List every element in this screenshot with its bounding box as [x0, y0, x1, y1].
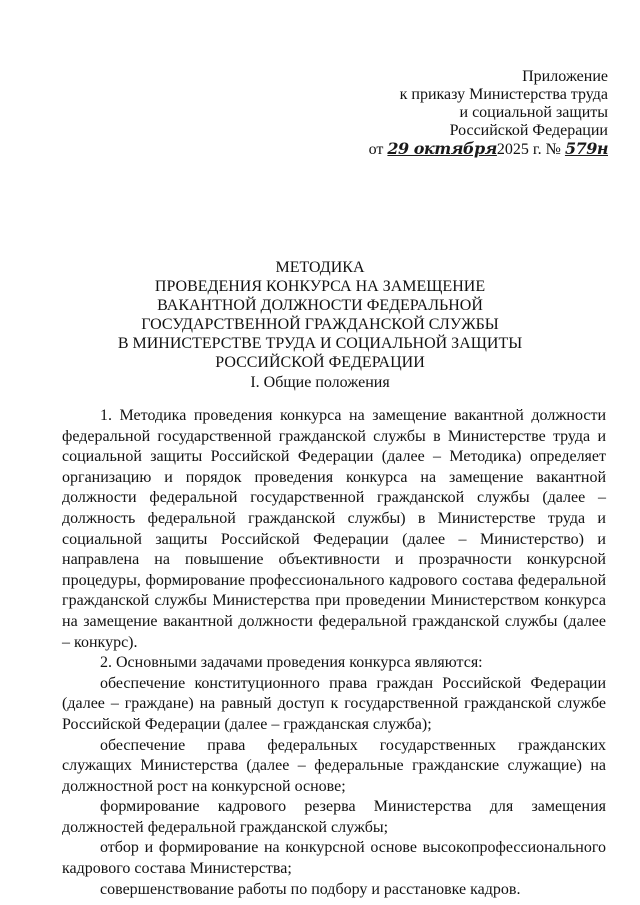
title-line-4: ГОСУДАРСТВЕННОЙ ГРАЖДАНСКОЙ СЛУЖБЫ [141, 316, 499, 333]
paragraph-3: обеспечение конституционного права граждан Российской Федерации (далее – граждане) на равный доступ к государственной гражданской службе Российской Федерации (далее – гражданская служба); [62, 674, 606, 733]
title-line-3: ВАКАНТНОЙ ДОЛЖНОСТИ ФЕДЕРАЛЬНОЙ [157, 297, 483, 314]
title-line-1: МЕТОДИКА [275, 259, 365, 276]
document-title [60, 258, 580, 372]
approval-line-3: и социальной защиты [459, 104, 608, 121]
paragraph-7: совершенствование работы по подбору и расстановке кадров. [100, 880, 521, 898]
approval-block [348, 68, 608, 159]
approval-line-2: к приказу Министерства труда [399, 86, 608, 103]
paragraph-4: обеспечение права федеральных государственных гражданских служащих Министерства (далее – федеральные гражданские служащие) на должностной рост на конкурсной основе; [62, 736, 606, 795]
paragraph-5: формирование кадрового резерва Министерства для замещения должностей федеральной гражданской службы; [62, 798, 606, 836]
handwritten-date: 29 октября [387, 139, 497, 158]
section-heading: I. Общие положения [250, 374, 390, 391]
document-body [62, 406, 606, 900]
title-line-6: РОССИЙСКОЙ ФЕДЕРАЦИИ [215, 354, 425, 371]
approval-date-line [348, 140, 608, 159]
approval-line-1: Приложение [522, 68, 608, 85]
handwritten-order-number: 579н [564, 139, 608, 158]
date-prefix: от [368, 141, 384, 158]
paragraph-6: отбор и формирование на конкурсной основе высокопрофессионального кадрового состава Министерства; [62, 839, 606, 878]
date-year: 2025 г. № [496, 141, 561, 158]
title-line-2: ПРОВЕДЕНИЯ КОНКУРСА НА ЗАМЕЩЕНИЕ [154, 278, 486, 295]
paragraph-1: 1. Методика проведения конкурса на замещение вакантной должности федеральной государственной гражданской службы в Министерстве труда и социальной защиты Российской Федерации (далее – Методика) определяет организацию и порядок проведения конкурса на замещение вакантной должности федеральной государственной гражданской службы (далее – должность федеральной гражданской службы) в Министерстве труда и социальной защиты Российской Федерации (далее – Министерство) и направлена на повышение объективности и прозрачности конкурсной процедуры, формирование профессионального кадрового состава федеральной гражданской службы Министерства при проведении Министерством конкурса на замещение вакантной должности федеральной гражданской службы (далее – конкурс). [62, 407, 606, 651]
approval-line-4: Российской Федерации [449, 122, 608, 139]
paragraph-2: 2. Основными задачами проведения конкурса являются: [100, 654, 483, 672]
title-line-5: В МИНИСТЕРСТВЕ ТРУДА И СОЦИАЛЬНОЙ ЗАЩИТЫ [117, 335, 523, 352]
